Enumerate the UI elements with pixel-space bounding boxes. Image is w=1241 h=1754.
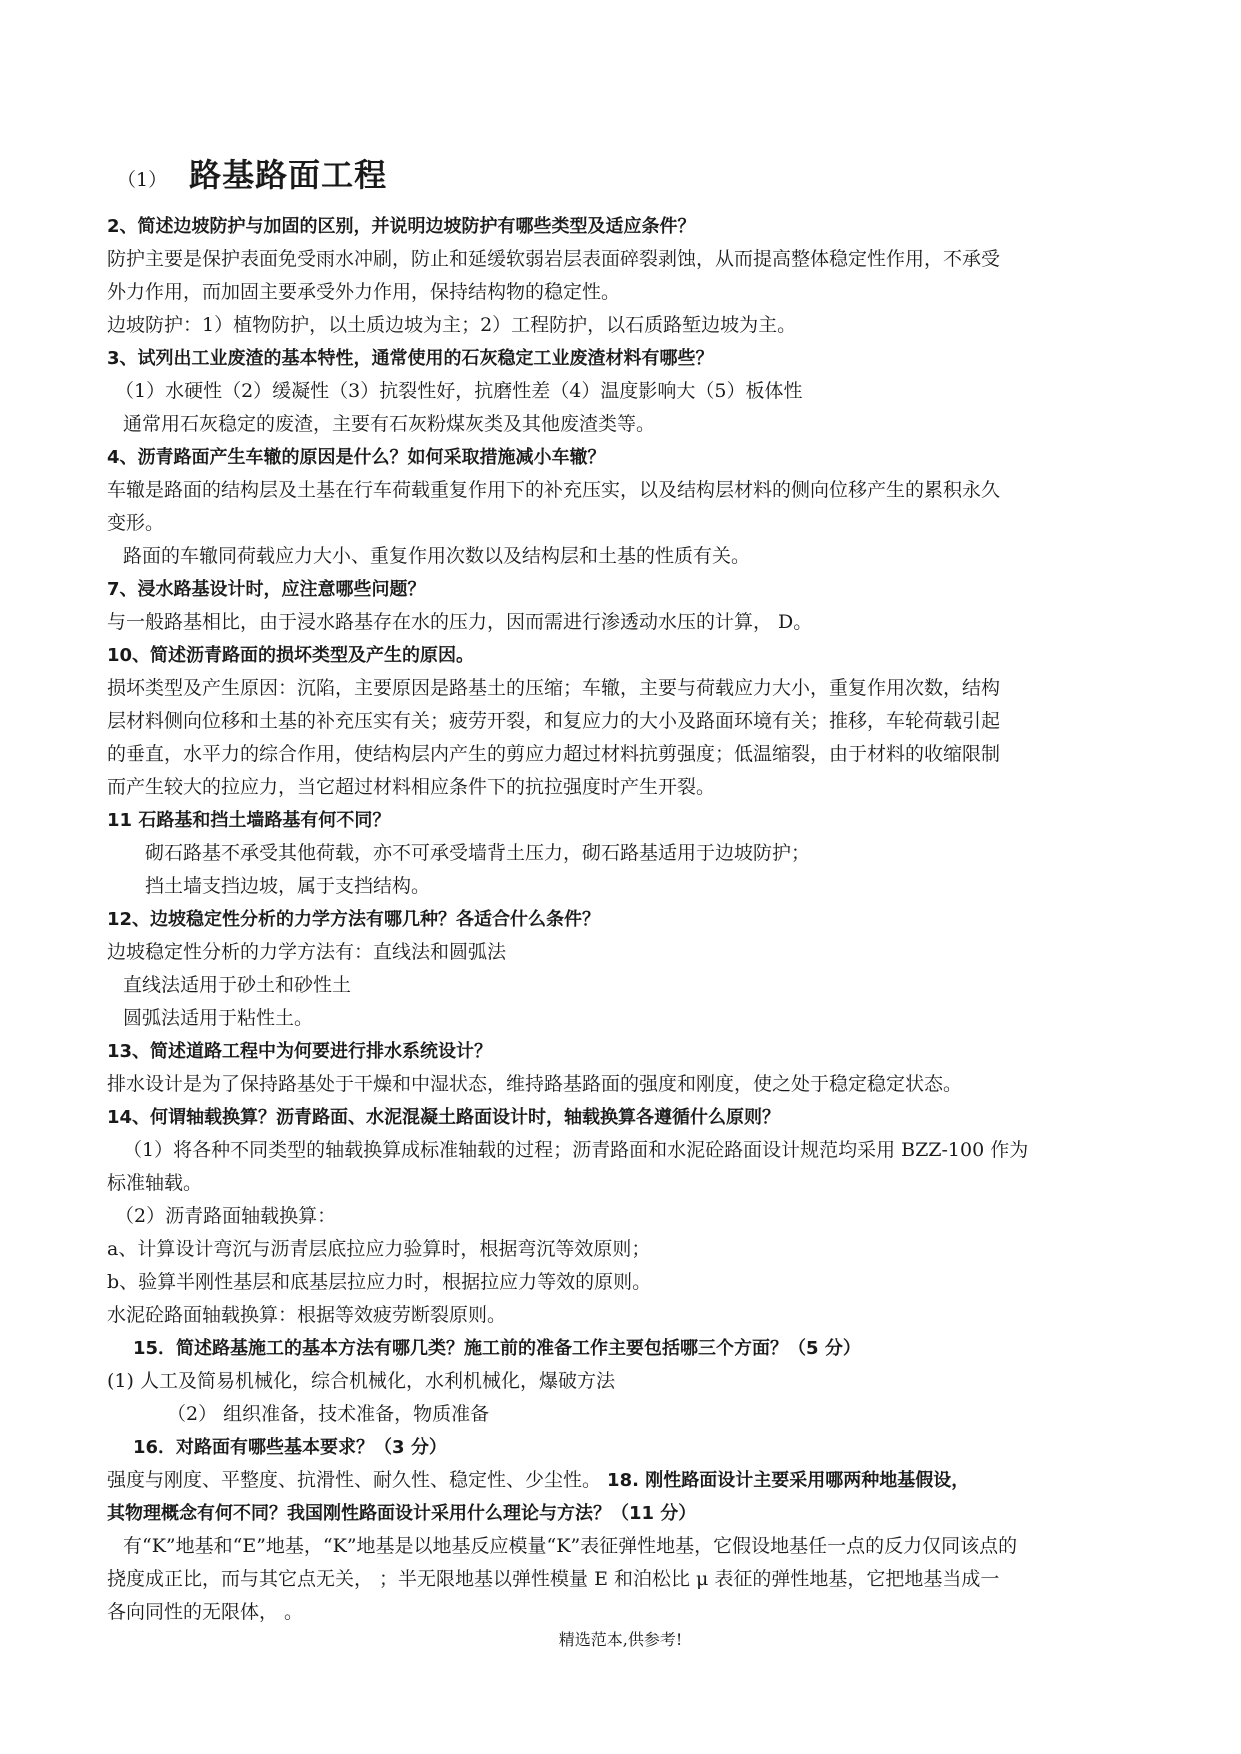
answer-18-line-1: 有“K”地基和“E”地基，“K”地基是以地基反应模量“K”表征弹性地基，它假设地基任一点的反力仅同该点的 [123,1535,1018,1557]
answer-2-line-2: 外力作用，而加固主要承受外力作用，保持结构物的稳定性。 [107,281,621,303]
page-footer: 精选范本,供参考! [558,1630,683,1649]
answer-4-line-1: 车辙是路面的结构层及土基在行车荷载重复作用下的补充压实，以及结构层材料的侧向位移产生的累积永久 [107,479,1001,501]
question-14: 14、何谓轴载换算？沥青路面、水泥混凝土路面设计时，轴载换算各遵循什么原则？ [107,1107,781,1128]
answer-12-line-3: 圆弧法适用于粘性土。 [123,1007,314,1029]
question-16: 16．对路面有哪些基本要求？（3 分） [133,1437,447,1458]
answer-10-line-2: 层材料侧向位移和土基的补充压实有关；疲劳开裂，和复应力的大小及路面环境有关；推移，车轮荷载引起 [107,710,1001,732]
answer-15-line-2: （2） 组织准备，技术准备，物质准备 [167,1403,490,1425]
answer-3-line-2: 通常用石灰稳定的废渣，主要有石灰粉煤灰类及其他废渣类等。 [123,413,656,435]
answer-4-line-3: 路面的车辙同荷载应力大小、重复作用次数以及结构层和土基的性质有关。 [123,545,751,567]
answer-10-line-3: 的垂直，水平力的综合作用，使结构层内产生的剪应力超过材料抗剪强度；低温缩裂，由于材料的收缩限制 [107,743,1001,765]
answer-13-line-1: 排水设计是为了保持路基处于干燥和中湿状态，维持路基路面的强度和刚度，使之处于稳定稳定状态。 [107,1073,963,1095]
question-13: 13、简述道路工程中为何要进行排水系统设计？ [107,1041,493,1062]
answer-18-line-2: 挠度成正比，而与其它点无关， ；半无限地基以弹性模量 E 和泊松比 μ 表征的弹性地基，它把地基当成一 [107,1568,1000,1590]
section-number: （1） [117,169,168,191]
answer-14-line-5: b、验算半刚性基层和底基层拉应力时，根据拉应力等效的原则。 [107,1271,652,1293]
answer-16-text: 强度与刚度、平整度、抗滑性、耐久性、稳定性、少尘性。 [107,1469,608,1491]
question-2: 2、简述边坡防护与加固的区别，并说明边坡防护有哪些类型及适应条件？ [107,216,696,237]
answer-14-line-6: 水泥砼路面轴载换算：根据等效疲劳断裂原则。 [107,1304,507,1326]
question-7: 7、浸水路基设计时，应注意哪些问题？ [107,579,426,600]
answer-11-line-1: 砌石路基不承受其他荷载，亦不可承受墙背土压力，砌石路基适用于边坡防护； [145,842,811,864]
question-3: 3、试列出工业废渣的基本特性，通常使用的石灰稳定工业废渣材料有哪些？ [107,348,714,369]
answer-10-line-1: 损坏类型及产生原因：沉陷，主要原因是路基土的压缩；车辙，主要与荷载应力大小，重复作用次数，结构 [107,677,1001,699]
section-heading: 路基路面工程 [189,156,388,194]
question-18-end: 其物理概念有何不同？我国刚性路面设计采用什么理论与方法？（11 分） [107,1503,697,1524]
answer-16-line-1 [107,1464,1147,1497]
question-10: 10、简述沥青路面的损坏类型及产生的原因。 [107,645,475,666]
document-body [107,150,1147,1629]
section-title [107,150,1147,196]
answer-10-line-4: 而产生较大的拉应力，当它超过材料相应条件下的抗拉强度时产生开裂。 [107,776,716,798]
question-15: 15．简述路基施工的基本方法有哪几类？施工前的准备工作主要包括哪三个方面？（5 分） [133,1338,861,1359]
answer-15-line-1: (1) 人工及简易机械化，综合机械化，水利机械化，爆破方法 [107,1370,615,1392]
answer-4-line-2: 变形。 [107,512,165,534]
answer-12-line-2: 直线法适用于砂土和砂性土 [123,974,352,996]
answer-12-line-1: 边坡稳定性分析的力学方法有：直线法和圆弧法 [107,941,507,963]
answer-14-line-1: （1）将各种不同类型的轴载换算成标准轴载的过程；沥青路面和水泥砼路面设计规范均采用 BZZ-100 作为 [123,1139,1029,1161]
answer-14-line-4: a、计算设计弯沉与沥青层底拉应力验算时，根据弯沉等效原则； [107,1238,651,1260]
question-18-start: 18. 刚性路面设计主要采用哪两种地基假设， [607,1470,970,1491]
answer-3-line-1: （1）水硬性（2）缓凝性（3）抗裂性好，抗磨性差（4）温度影响大（5）板体性 [115,380,803,402]
answer-18-line-3: 各向同性的无限体， 。 [107,1601,304,1623]
question-12: 12、边坡稳定性分析的力学方法有哪几种？各适合什么条件？ [107,909,601,930]
answer-14-line-3: （2）沥青路面轴载换算： [115,1205,337,1227]
question-4: 4、沥青路面产生车辙的原因是什么？如何采取措施减小车辙？ [107,447,606,468]
answer-14-line-2: 标准轴载。 [107,1172,203,1194]
answer-2-line-1: 防护主要是保护表面免受雨水冲刷，防止和延缓软弱岩层表面碎裂剥蚀，从而提高整体稳定性作用，不承受 [107,248,1001,270]
question-11: 11 石路基和挡土墙路基有何不同？ [107,810,391,831]
answer-7-line-1: 与一般路基相比，由于浸水路基存在水的压力，因而需进行渗透动水压的计算， D。 [107,611,813,633]
answer-11-line-2: 挡土墙支挡边坡，属于支挡结构。 [145,875,431,897]
answer-2-line-3: 边坡防护：1）植物防护，以土质边坡为主；2）工程防护，以石质路堑边坡为主。 [107,314,797,336]
